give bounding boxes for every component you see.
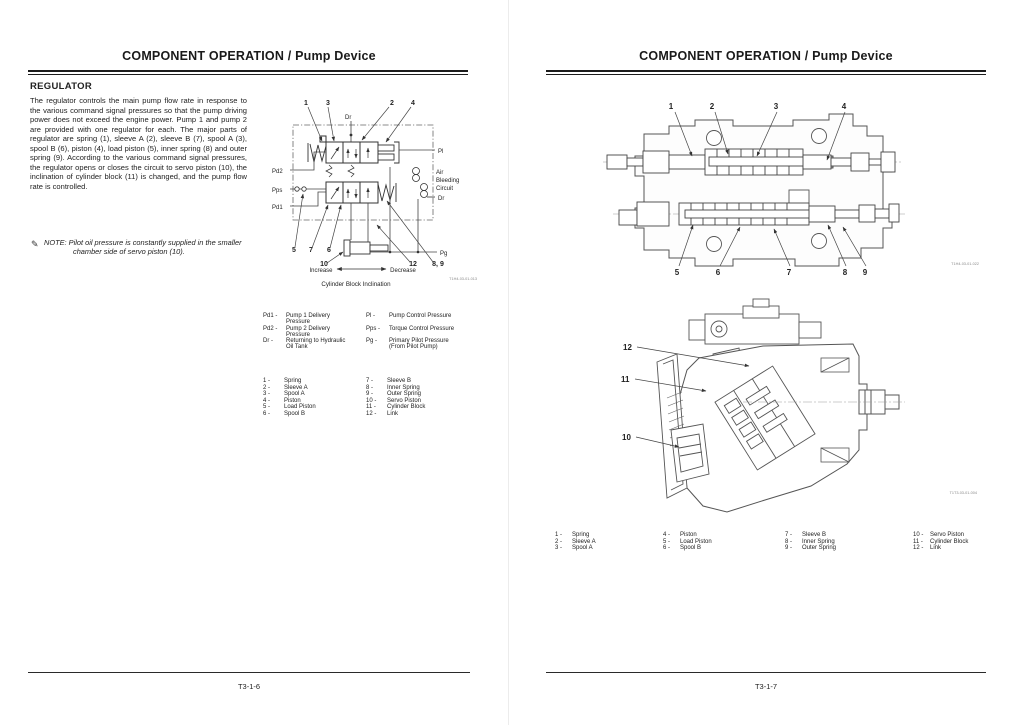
figure-code: T1H4-03-01-022 xyxy=(951,262,979,266)
callout-4: 4 xyxy=(411,100,415,107)
pg-label: Pg xyxy=(440,251,448,257)
legend-row: 7 - Sleeve B xyxy=(366,378,412,384)
callout-5: 5 xyxy=(292,247,296,254)
legend-row: 8 - Inner Spring xyxy=(785,538,835,545)
callout-1: 1 xyxy=(304,100,308,107)
junction-dot xyxy=(350,134,353,137)
legend-row: 2 - Sleeve A xyxy=(263,384,308,391)
inter-springs xyxy=(326,165,354,177)
callout-5: 5 xyxy=(674,268,680,277)
callout-2: 2 xyxy=(390,100,394,107)
callout-9: 9 xyxy=(862,268,868,277)
dr-top-label: Dr xyxy=(345,115,352,121)
pg-junction-dot xyxy=(389,251,392,254)
schematic-caption: Cylinder Block Inclination xyxy=(321,281,391,288)
pl-label: Pl xyxy=(438,149,444,155)
pps-label: Pps xyxy=(272,188,283,194)
callout-7: 7 xyxy=(786,268,792,277)
servo-piston-region xyxy=(671,424,709,482)
legend-row: 12 - Link xyxy=(913,545,942,551)
pd2-label: Pd2 xyxy=(272,169,283,175)
legend-row: 4 - Piston xyxy=(663,532,697,538)
port-legend-entry: Pg - Primary Pilot Pressure (From Pilot Pump) xyxy=(366,338,449,351)
legend-row: 4 - Piston xyxy=(263,397,301,404)
callout-4: 4 xyxy=(841,102,847,111)
pump-cutaway-figure xyxy=(613,298,981,528)
page-number: T3-1-7 xyxy=(754,682,778,691)
title-rule xyxy=(546,70,986,75)
body-paragraph: The regulator controls the main pump flow rate in response to the various command signal pressures so that the pump driving power does not exceed the engine power. Pump 1 and pump 2 are provided with one regulator for each. The major parts of regulator are spring (1), sleeve A (2), sleeve B (7), spool A (3), spool B (6), piston (4), load piston (5), inner spring (8) and outer spring (9). According to the various command signal pressures, the regulator opens or closes the circuit to servo piston (10), the inclination of cylinder block (11) is changed, and the pump flow rate is controlled. xyxy=(30,96,247,191)
pd1-label: Pd1 xyxy=(272,205,283,211)
legend-row: 11 - Cylinder Block xyxy=(366,404,426,410)
numbered-legend-left xyxy=(263,378,363,417)
callout-7: 7 xyxy=(309,247,313,254)
callout-11: 11 xyxy=(621,375,630,384)
decrease-label: Decrease xyxy=(390,268,416,274)
spool-assembly-top xyxy=(607,149,895,175)
callout-3: 3 xyxy=(326,100,330,107)
air-label-1: Air xyxy=(436,170,444,176)
legend-column-1 xyxy=(555,531,659,551)
air-label-2: Bleeding xyxy=(436,178,460,184)
legend-row: 3 - Spool A xyxy=(555,545,593,551)
legend-row: 12 - Link xyxy=(366,410,399,417)
port-legend-entry: Dr - Returning to Hydraulic Oil Tank xyxy=(263,338,346,351)
callout-1: 1 xyxy=(668,102,674,111)
port-legend-entry: Pl - Pump Control Pressure xyxy=(366,313,452,319)
footer-rule xyxy=(546,672,986,673)
legend-row: 10 - Servo Piston xyxy=(366,397,422,404)
title-rule xyxy=(28,70,468,75)
legend-row: 8 - Inner Spring xyxy=(366,384,420,391)
legend-row: 1 - Spring xyxy=(263,378,302,384)
callout-8: 8 xyxy=(842,268,848,277)
callout-8-9: 8, 9 xyxy=(432,261,444,268)
spring-1 xyxy=(308,143,326,162)
top-regulator xyxy=(689,299,821,344)
page-number: T3-1-6 xyxy=(237,682,261,691)
figure-code: T1T3-03-01-004 xyxy=(949,491,977,495)
legend-row: 5 - Load Piston xyxy=(663,538,712,545)
section-title: REGULATOR xyxy=(30,81,92,92)
note-label: NOTE: xyxy=(44,238,67,247)
legend-row: 1 - Spring xyxy=(555,532,590,538)
page-title: COMPONENT OPERATION / Pump Device xyxy=(639,49,893,63)
port-legend-right xyxy=(366,313,484,351)
legend-row: 6 - Spool B xyxy=(263,410,306,417)
legend-row: 7 - Sleeve B xyxy=(785,532,827,538)
callout-12: 12 xyxy=(623,343,632,352)
note-text: Pilot oil pressure is constantly supplied in the smaller chamber side of servo piston (10). xyxy=(68,238,242,257)
port-legend-entry: Pd1 - Pump 1 Delivery Pressure xyxy=(263,313,331,326)
air-label-3: Circuit xyxy=(436,186,454,192)
numbered-legend-right xyxy=(366,378,484,417)
increase-label: Increase xyxy=(309,268,333,274)
valve-block-a xyxy=(320,136,378,163)
piston-4 xyxy=(378,142,399,163)
legend-row: 5 - Load Piston xyxy=(263,404,316,410)
legend-row: 3 - Spool A xyxy=(263,391,305,397)
legend-row: 10 - Servo Piston xyxy=(913,532,965,538)
callout-12: 12 xyxy=(409,261,417,268)
pg-junction-dot2 xyxy=(417,251,420,254)
center-chamber xyxy=(789,190,809,204)
note-block xyxy=(31,238,249,257)
legend-column-2 xyxy=(663,531,767,551)
spring-8-9 xyxy=(378,183,396,202)
legend-column-4 xyxy=(913,531,1013,551)
callout-6: 6 xyxy=(715,268,721,277)
port-legend-left xyxy=(263,313,363,351)
callout-6: 6 xyxy=(327,247,331,254)
page-title: COMPONENT OPERATION / Pump Device xyxy=(122,49,376,63)
regulator-cross-section-figure xyxy=(599,98,984,285)
figure-code: T1H4-03-01-013 xyxy=(449,277,477,281)
legend-row: 2 - Sleeve A xyxy=(555,538,596,545)
legend-row: 9 - Outer Spring xyxy=(366,391,422,397)
footer-rule xyxy=(28,672,470,673)
regulator-schematic-figure xyxy=(270,92,485,292)
servo-plumbing xyxy=(351,167,437,252)
servo-piston xyxy=(344,240,388,256)
port-legend-entry: Pd2 - Pump 2 Delivery Pressure xyxy=(263,325,331,338)
callout-3: 3 xyxy=(773,102,779,111)
air-bleeding-valves xyxy=(413,168,436,198)
legend-row: 9 - Outer Spring xyxy=(785,545,837,551)
callout-10: 10 xyxy=(320,261,328,268)
callout-2: 2 xyxy=(709,102,715,111)
legend-row: 11 - Cylinder Block xyxy=(913,538,969,545)
valve-block-b xyxy=(326,182,378,203)
page-right xyxy=(508,0,1016,725)
regulator-housing xyxy=(635,114,892,266)
dr-right-label: Dr xyxy=(438,196,445,202)
legend-row: 6 - Spool B xyxy=(663,545,702,551)
callout-10: 10 xyxy=(622,433,631,442)
note-pencil-icon: ✎ xyxy=(31,239,39,249)
legend-column-3 xyxy=(785,531,889,551)
port-legend-entry: Pps - Torque Control Pressure xyxy=(366,325,455,332)
